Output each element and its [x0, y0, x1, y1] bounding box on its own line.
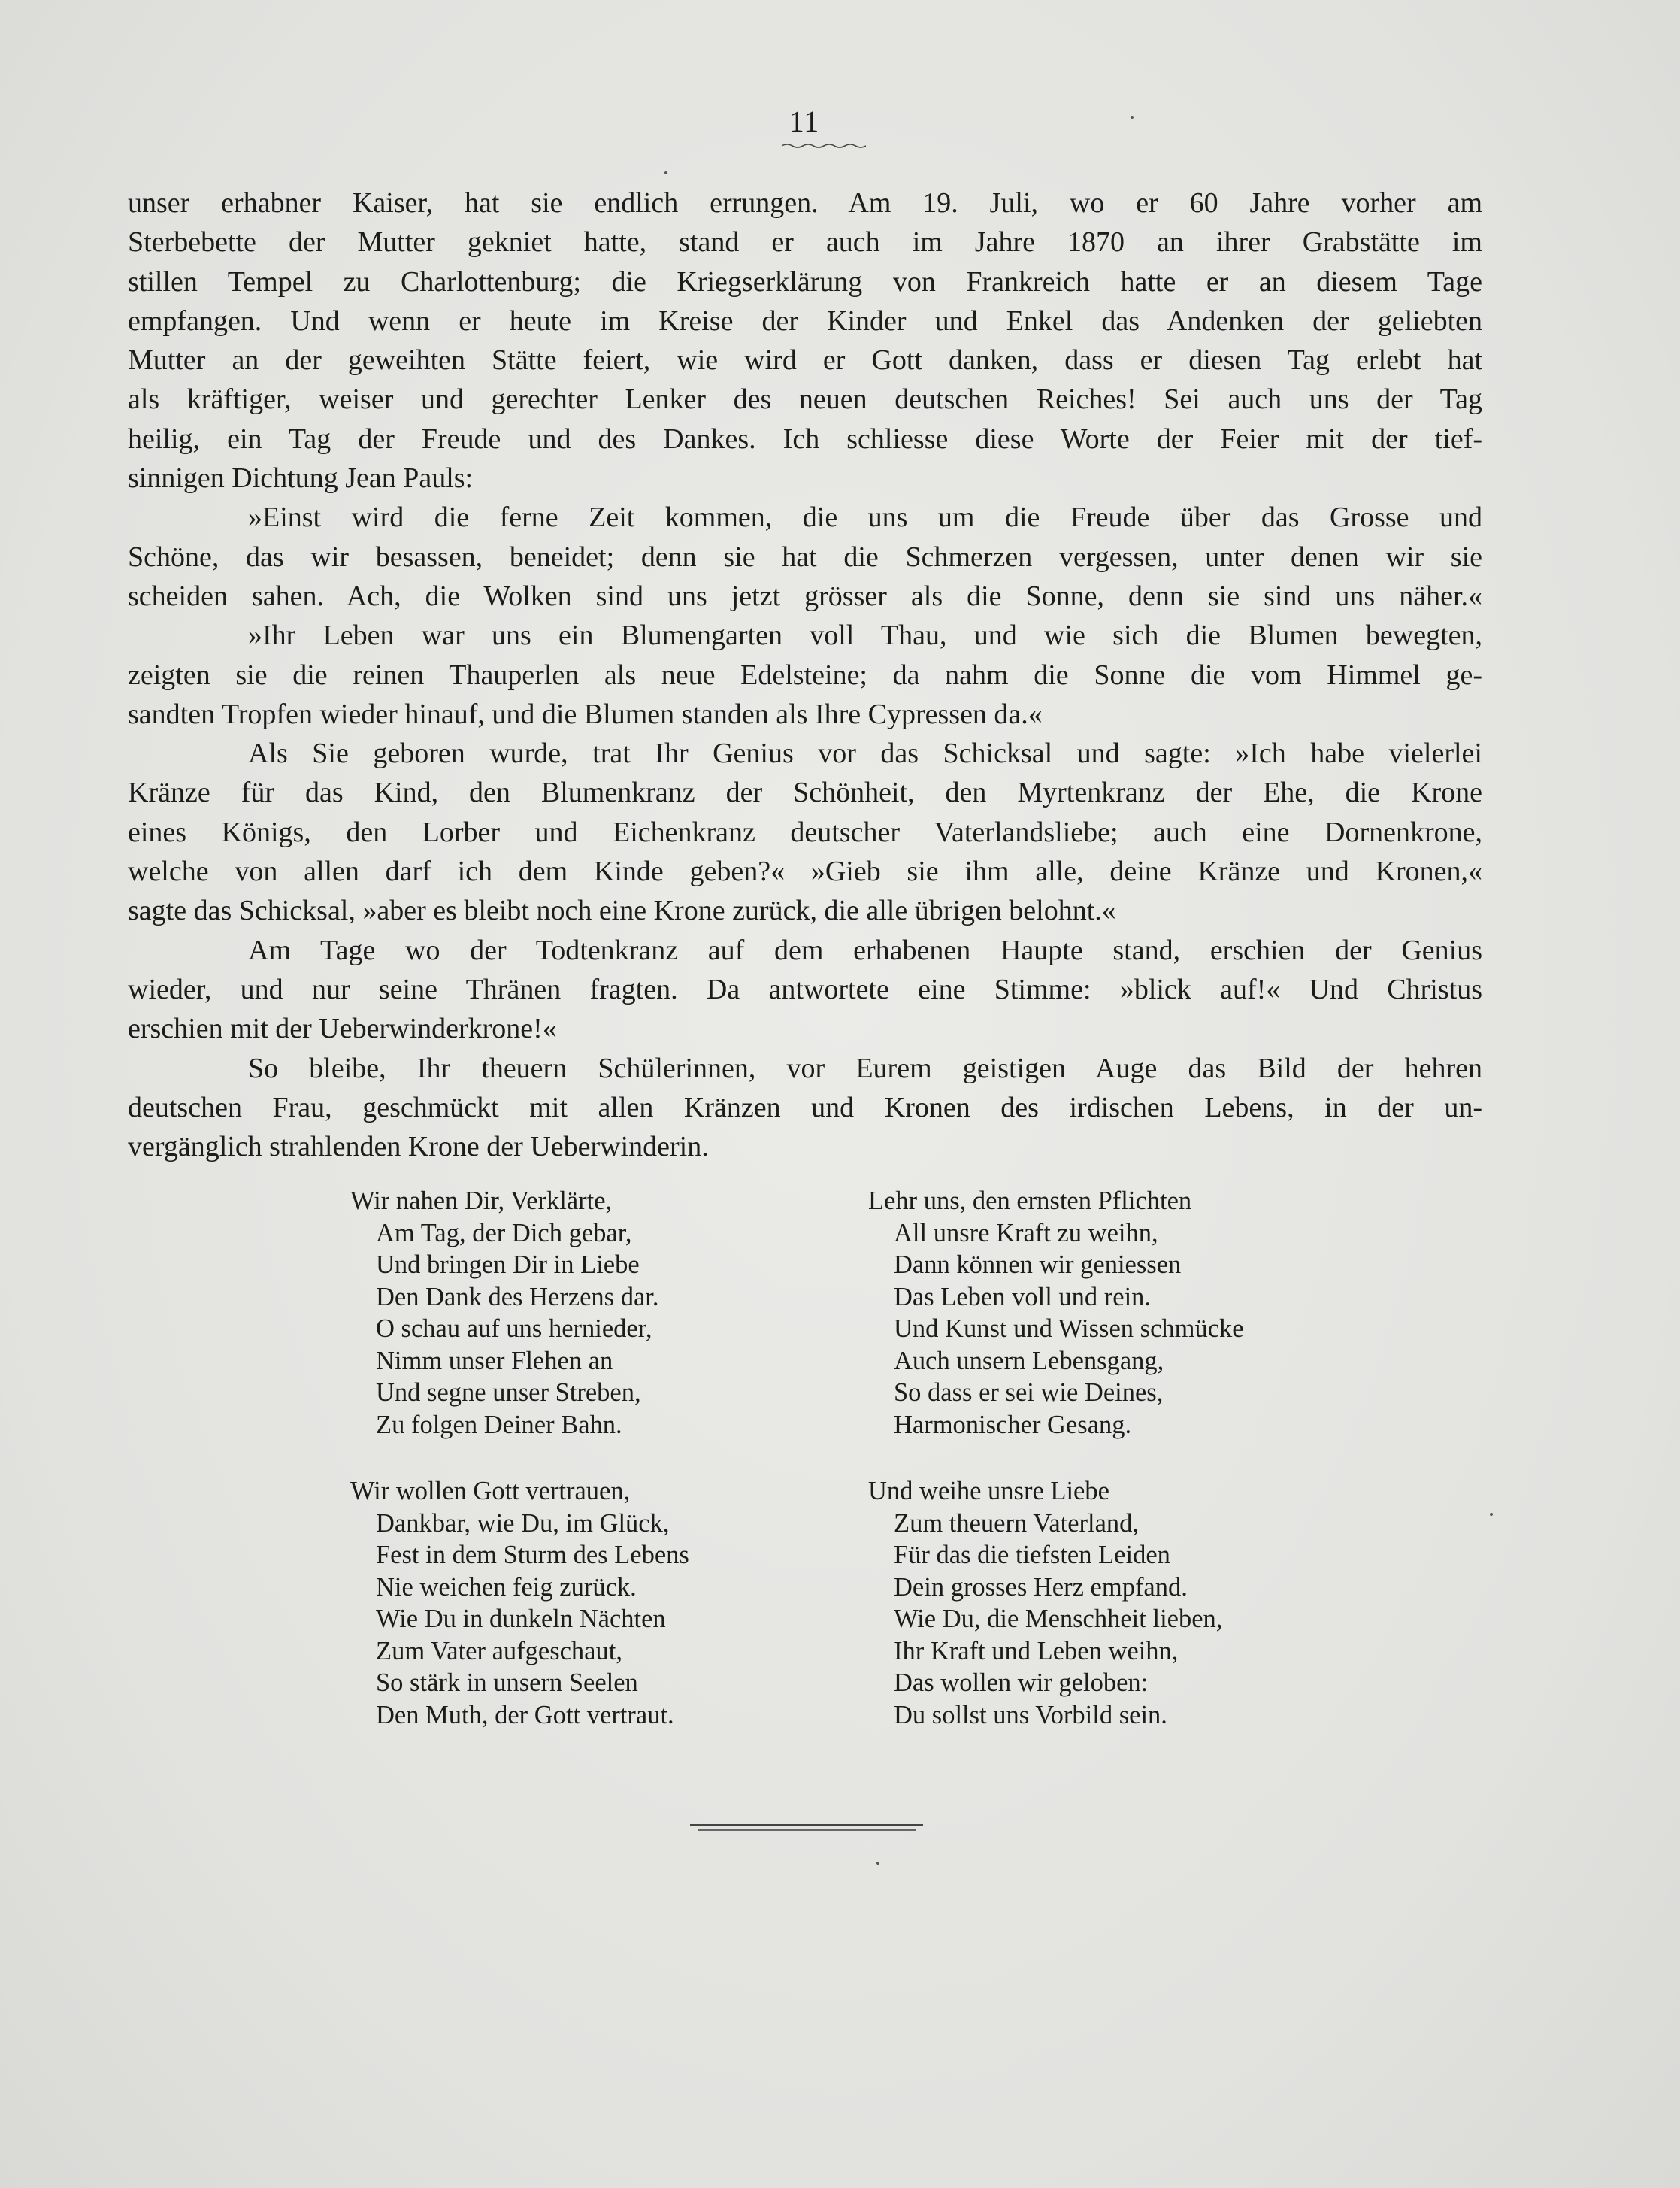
poem-line: Auch unsern Lebensgang,	[894, 1346, 1164, 1375]
text-line: stillen Tempel zu Charlottenburg; die Kriegserklärung von Frankreich hatte er an diesem Tage	[128, 265, 1482, 298]
poem-line: Dankbar, wie Du, im Glück,	[376, 1508, 670, 1538]
text-line: Kränze für das Kind, den Blumenkranz der Schönheit, den Myrtenkranz der Ehe, die Krone	[128, 777, 1482, 809]
body-text	[128, 183, 1482, 1166]
rule-line-bottom	[698, 1829, 916, 1831]
poem-stanza	[868, 1475, 1244, 1731]
text-line: sandten Tropfen wieder hinauf, und die Blumen standen als Ihre Cypressen da.«	[128, 698, 1043, 730]
poem-line: Zu folgen Deiner Bahn.	[376, 1410, 622, 1439]
poem-column-left	[350, 1185, 689, 1731]
poem-line: Zum Vater aufgeschaut,	[376, 1636, 622, 1665]
text-line: wieder, und nur seine Thränen fragten. Da antwortete eine Stimme: »blick auf!« Und Christus	[128, 973, 1482, 1005]
print-speck	[876, 1862, 879, 1865]
poem-line: Nie weichen feig zurück.	[376, 1572, 637, 1602]
poem-line: Und weihe unsre Liebe	[868, 1477, 1109, 1505]
poem-line: All unsre Kraft zu weihn,	[894, 1218, 1158, 1247]
poem-column-right	[868, 1185, 1244, 1731]
print-speck	[1490, 1513, 1493, 1516]
poem-stanza	[350, 1475, 689, 1731]
text-line: empfangen. Und wenn er heute im Kreise der Kinder und Enkel das Andenken der geliebten	[128, 305, 1482, 337]
poem-line: Und bringen Dir in Liebe	[376, 1250, 640, 1279]
poem-line: Und segne unser Streben,	[376, 1378, 641, 1407]
text-line: Mutter an der geweihten Stätte feiert, wie wird er Gott danken, dass er diesen Tag erlebt hat	[128, 344, 1482, 377]
text-line: »Ihr Leben war uns ein Blumengarten voll Thau, und wie sich die Blumen bewegten,	[248, 620, 1482, 652]
stanza-gap	[350, 1441, 689, 1475]
poem-line: Harmonischer Gesang.	[894, 1410, 1132, 1439]
poem-line: Zum theuern Vaterland,	[894, 1508, 1140, 1538]
text-line: heilig, ein Tag der Freude und des Dankes. Ich schliesse diese Worte der Feier mit der tief-	[128, 423, 1482, 455]
print-speck	[1131, 116, 1134, 119]
poem-line: Lehr uns, den ernsten Pflichten	[868, 1186, 1192, 1215]
poem-line: Du sollst uns Vorbild sein.	[894, 1700, 1167, 1729]
poem-line: Nimm unser Flehen an	[376, 1346, 613, 1375]
text-line: deutschen Frau, geschmückt mit allen Kränzen und Kronen des irdischen Lebens, in der un-	[128, 1091, 1482, 1123]
stanza-gap	[868, 1441, 1244, 1475]
end-ornament-rule	[690, 1824, 923, 1833]
poem-line: Wie Du, die Menschheit lieben,	[894, 1605, 1223, 1633]
print-speck	[664, 171, 667, 174]
text-line: So bleibe, Ihr theuern Schülerinnen, vor Eurem geistigen Auge das Bild der hehren	[248, 1052, 1482, 1084]
poem-stanza	[868, 1185, 1244, 1441]
text-line: scheiden sahen. Ach, die Wolken sind uns jetzt grösser als die Sonne, denn sie sind uns näher.«	[128, 580, 1482, 612]
text-line: als kräftiger, weiser und gerechter Lenker des neuen deutschen Reiches! Sei auch uns der Tag	[128, 383, 1482, 416]
poem-line: Das Leben voll und rein.	[894, 1282, 1152, 1311]
text-line: vergänglich strahlenden Krone der Ueberwinderin.	[128, 1131, 709, 1163]
text-line: Sterbebette der Mutter gekniet hatte, stand er auch im Jahre 1870 an ihrer Grabstätte im	[128, 226, 1482, 259]
poem-line: Fest in dem Sturm des Lebens	[376, 1541, 689, 1569]
poem-line: Den Dank des Herzens dar.	[376, 1282, 659, 1311]
text-line: Als Sie geboren wurde, trat Ihr Genius vor das Schicksal und sagte: »Ich habe vielerlei	[248, 738, 1482, 770]
poem-line: Den Muth, der Gott vertraut.	[376, 1700, 674, 1729]
poem-line: Wir nahen Dir, Verklärte,	[350, 1186, 613, 1215]
text-line: sinnigen Dichtung Jean Pauls:	[128, 462, 474, 495]
text-line: unser erhabner Kaiser, hat sie endlich errungen. Am 19. Juli, wo er 60 Jahre vorher am	[128, 187, 1482, 219]
page-number-flourish	[782, 143, 866, 149]
text-line: zeigten sie die reinen Thauperlen als neue Edelsteine; da nahm die Sonne die vom Himmel ge-	[128, 659, 1482, 691]
poem-line: Das wollen wir geloben:	[894, 1668, 1149, 1697]
text-line: Am Tage wo der Todtenkranz auf dem erhabenen Haupte stand, erschien der Genius	[248, 934, 1482, 966]
poem-line: Am Tag, der Dich gebar,	[376, 1218, 632, 1247]
poem-line: O schau auf uns hernieder,	[376, 1314, 652, 1343]
text-line: »Einst wird die ferne Zeit kommen, die uns um die Freude über das Grosse und	[248, 502, 1482, 534]
poem-line: So stärk in unsern Seelen	[376, 1668, 638, 1697]
poem-stanza	[350, 1185, 689, 1441]
text-line: erschien mit der Ueberwinderkrone!«	[128, 1013, 557, 1045]
poem-line: Wie Du in dunkeln Nächten	[376, 1605, 666, 1633]
poem-line: Und Kunst und Wissen schmücke	[894, 1314, 1244, 1343]
poem-line: Dein grosses Herz empfand.	[894, 1572, 1188, 1602]
poem-line: Ihr Kraft und Leben weihn,	[894, 1636, 1179, 1665]
rule-line-top	[690, 1824, 923, 1826]
poem-line: Wir wollen Gott vertrauen,	[350, 1477, 631, 1505]
poem-line: Für das die tiefsten Leiden	[894, 1541, 1170, 1569]
text-line: eines Königs, den Lorber und Eichenkranz deutscher Vaterlandsliebe; auch eine Dornenkrone,	[128, 816, 1482, 848]
text-line: sagte das Schicksal, »aber es bleibt noch eine Krone zurück, die alle übrigen belohnt.«	[128, 895, 1116, 927]
poem-line: Dann können wir geniessen	[894, 1250, 1182, 1279]
text-line: Schöne, das wir besassen, beneidet; denn sie hat die Schmerzen vergessen, unter denen wir sie	[128, 541, 1482, 573]
poem-line: So dass er sei wie Deines,	[894, 1378, 1164, 1407]
text-line: welche von allen darf ich dem Kinde geben?« »Gieb sie ihm alle, deine Kränze und Kronen,«	[128, 856, 1482, 888]
page-number: 11	[789, 105, 820, 138]
